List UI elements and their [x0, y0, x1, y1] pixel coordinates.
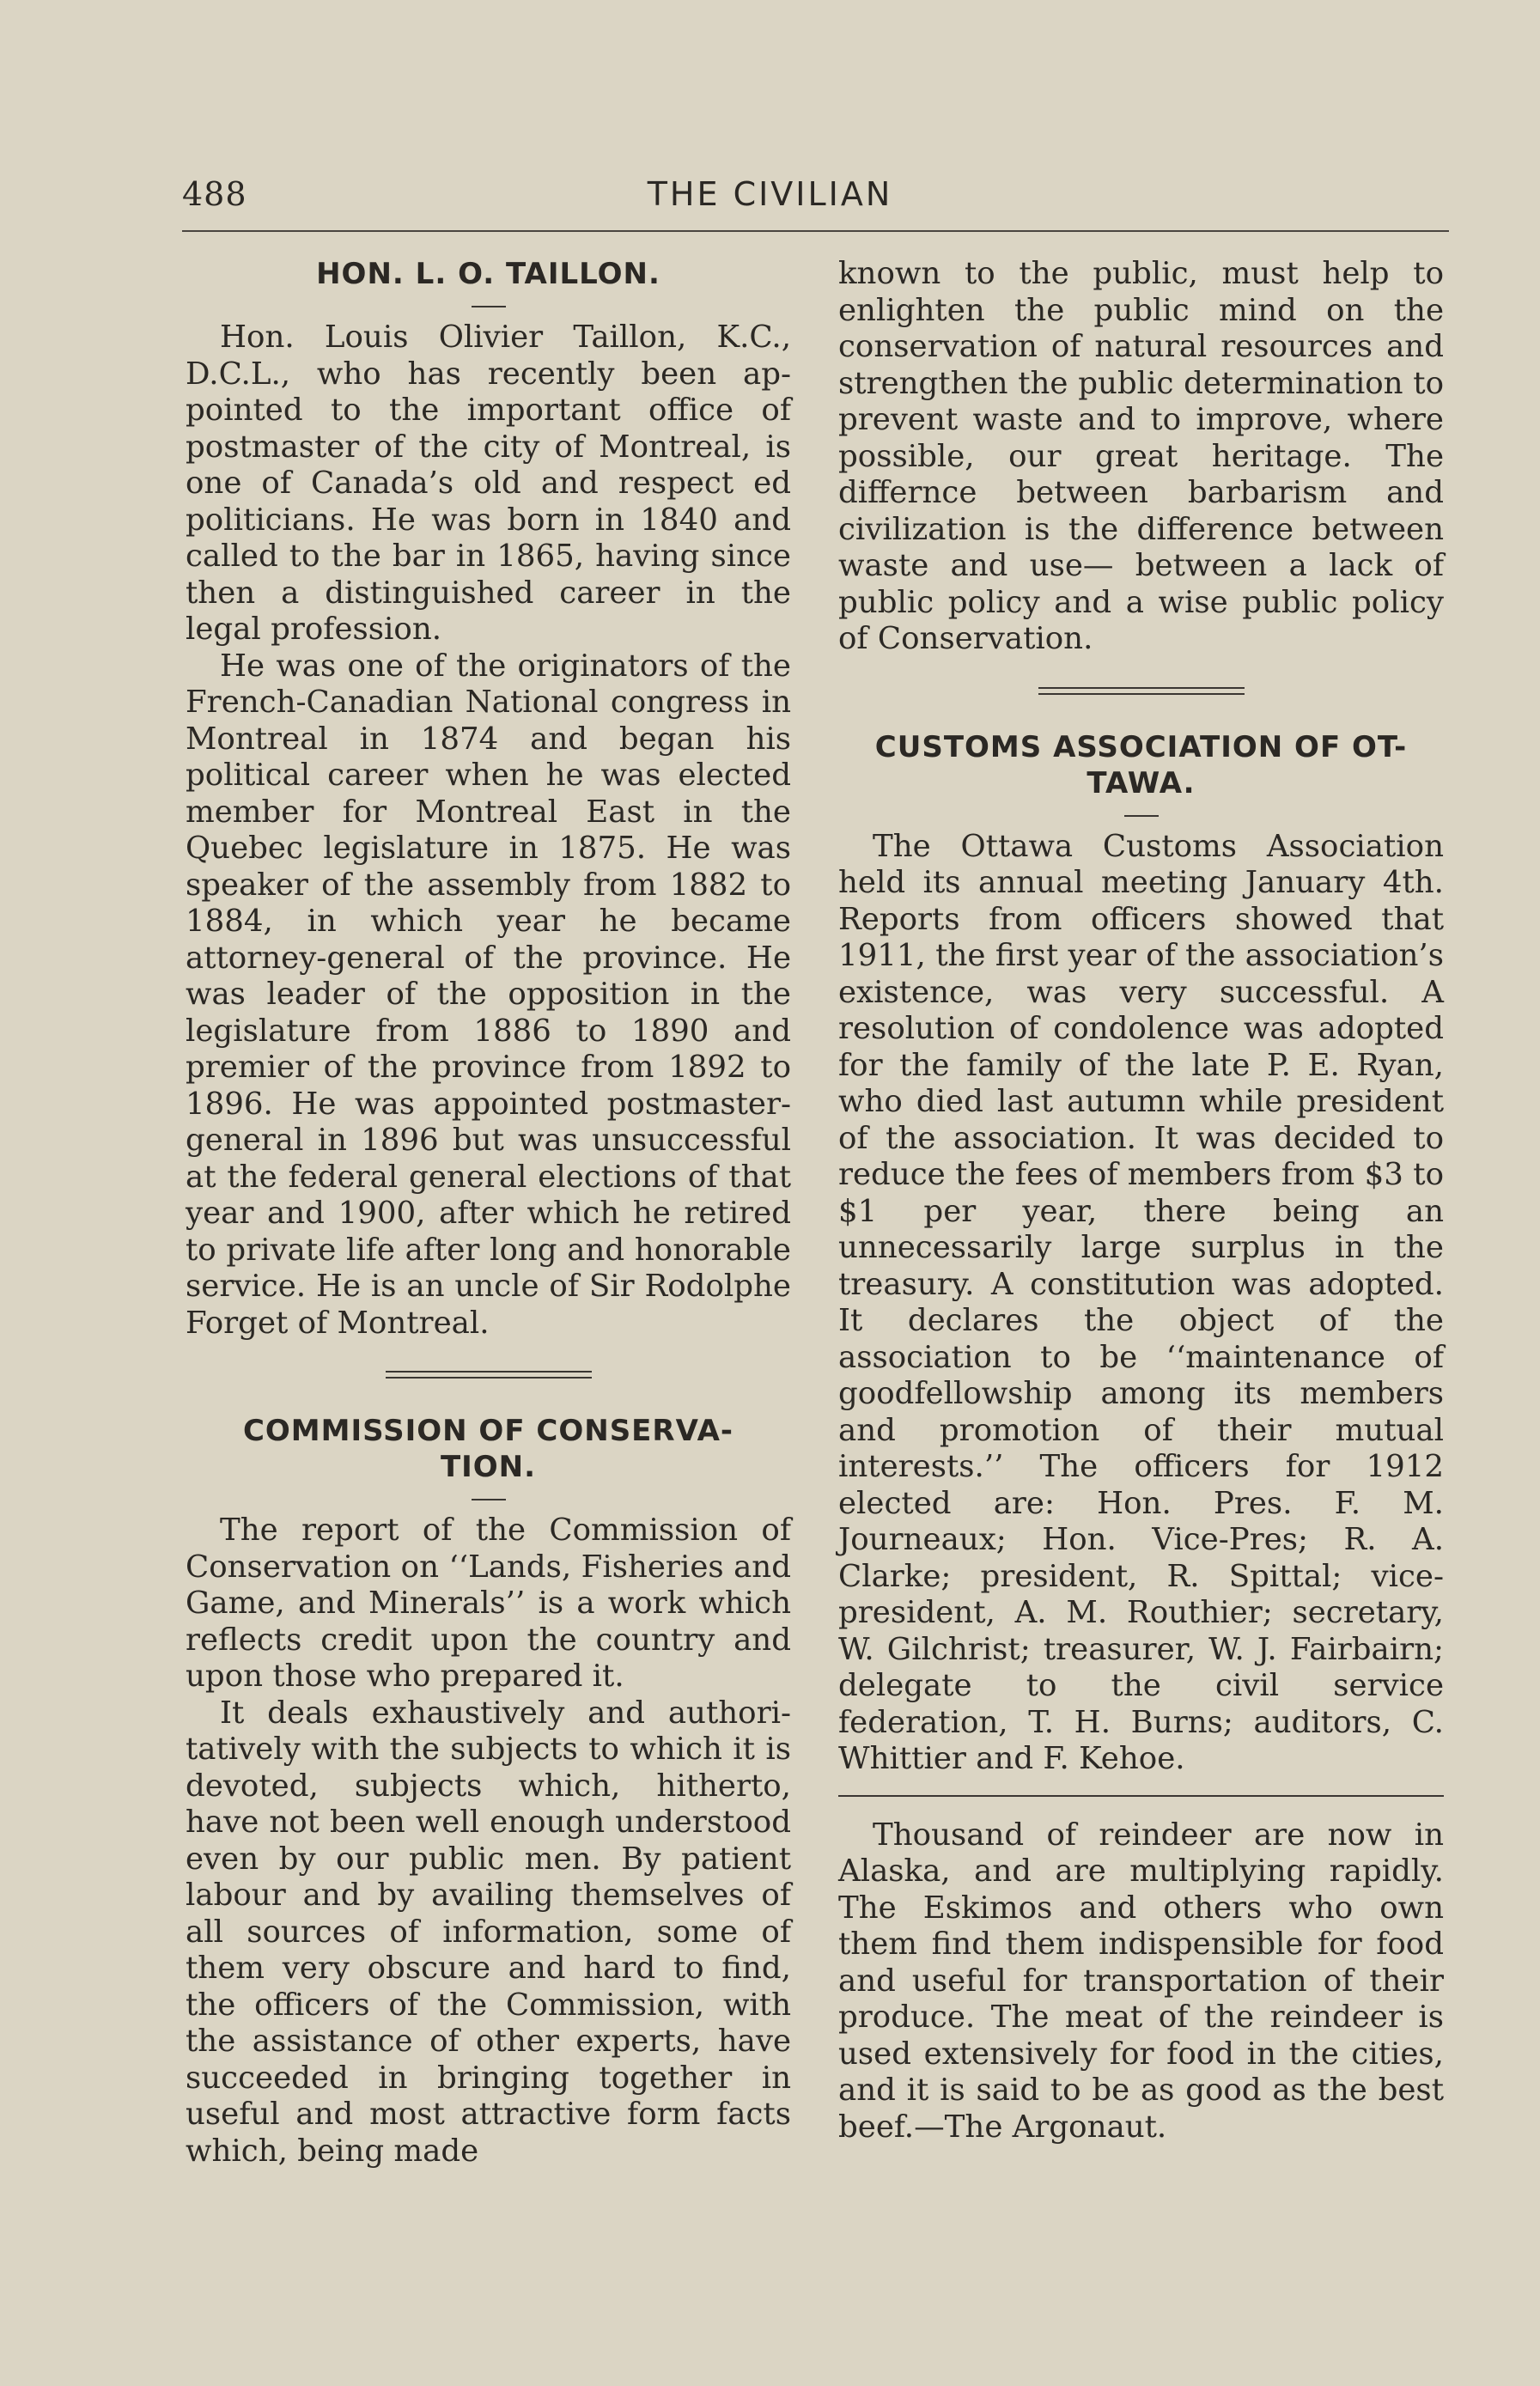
- title-dash: [472, 306, 506, 307]
- article-paragraph: The Ottawa Customs Association held its annual meeting January 4th. Reports from officers showed that 1911, the first year of the association’s existence, was very successful. A resolution of condolence was adopted for the family of the late P. E. Ryan, who died last autumn while president of the association. It was decided to reduce the fees of members from $3 to $1 per year, there being an unnecessarily large surplus in the treasury. A constitution was adopted. It declares the object of the association to be ‘‘maintenance of goodfellowship among its members and promotion of their mutual interests.’’ The officers for 1912 elected are: Hon. Pres. F. M. Journeaux; Hon. Vice-Pres; R. A. Clarke; president, R. Spittal; vice-president, A. M. Routhier; secretary, W. Gilchrist; treasurer, W. J. Fairbairn; delegate to the civil service federation, T. H. Burns; auditors, C. Whittier and F. Kehoe.: [838, 828, 1444, 1776]
- continued-paragraph: known to the public, must help to enlighten the public mind on the conservation of natural resources and strengthen the public determination to prevent waste and to improve, where possible, our great heritage. The differnce between barbarism and civilization is the difference between waste and use— between a lack of public policy and a wise public policy of Conservation.: [838, 256, 1444, 656]
- section-divider: [386, 1371, 592, 1379]
- article-paragraph: He was one of the originators of the French-Canadian National congress in Montreal in 1874 and began his political career when he was elected member for Montreal East in the Quebec legislature in 1875. He was speaker of the assembly from 1882 to 1884, in which year he became attorney-general of the province. He was leader of the opposition in the legislature from 1886 to 1890 and premier of the province from 1892 to 1896. He was appointed postmaster-general in 1896 but was unsuccessful at the federal general elections of that year and 1900, after which he retired to private life after long and honorable service. He is an uncle of Sir Rodolphe Forget of Montreal.: [186, 648, 791, 1341]
- title-line: TAWA.: [1087, 765, 1196, 800]
- article-paragraph: Hon. Louis Olivier Taillon, K.C., D.C.L., who has recently been appointed to the important office of postmaster of the city of Montreal, is one of Canada’s old and respect ed politicians. He was born in 1840 and called to the bar in 1865, having since then a distinguished career in the legal profession.: [186, 320, 791, 647]
- article-paragraph-reindeer: Thousand of reindeer are now in Alaska, and are multiplying rapidly. The Eskimos and others who own them find them indispensible for food and useful for transportation of their produce. The meat of the reindeer is used extensively for food in the cities, and it is said to be as good as the best beef.—The Argonaut.: [838, 1817, 1444, 2145]
- right-column: [838, 256, 1444, 2146]
- left-column: [186, 256, 791, 2170]
- article-title-taillon: HON. L. O. TAILLON.: [316, 257, 660, 291]
- page-number: 488: [182, 175, 247, 213]
- article-title-customs: [838, 729, 1444, 801]
- header-rule: [182, 230, 1449, 232]
- title-line: COMMISSION OF CONSERVA-: [242, 1414, 734, 1448]
- article-paragraph: It deals exhaustively and authoritatively with the subjects to which it is devoted, subjects which, hitherto, have not been well enough understood even by our public men. By patient labour and by availing themselves of all sources of information, some of them very obscure and hard to find, the officers of the Commission, with the assistance of other experts, have succeeded in bringing together in useful and most attractive form facts which, being made: [186, 1695, 791, 2169]
- section-divider: [838, 1795, 1444, 1797]
- title-line: CUSTOMS ASSOCIATION OF OT-: [874, 729, 1408, 764]
- title-dash: [472, 1499, 506, 1500]
- section-divider: [1038, 687, 1245, 695]
- running-head: THE CIVILIAN: [647, 175, 893, 213]
- title-dash: [1124, 815, 1159, 817]
- article-title-conservation: [186, 1413, 791, 1485]
- article-paragraph: The report of the Commission of Conservation on ‘‘Lands, Fisheries and Game, and Minerals’’ is a work which reflects credit upon the country and upon those who prepared it.: [186, 1513, 791, 1694]
- title-line: TION.: [440, 1450, 537, 1484]
